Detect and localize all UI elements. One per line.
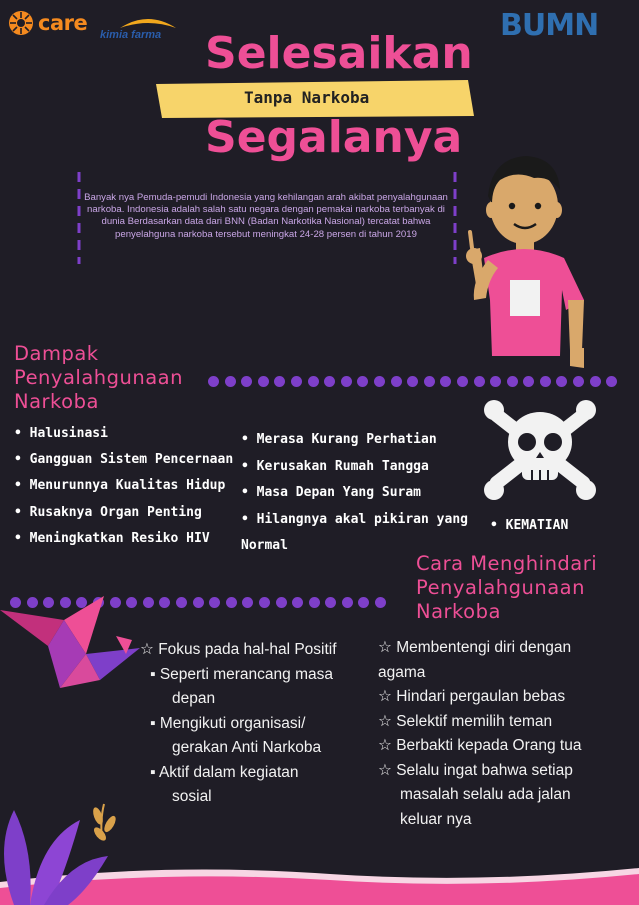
divider-dot [291, 376, 302, 387]
divider-dot [274, 376, 285, 387]
divider-dot [309, 597, 320, 608]
avoid-item-text: ☆ Selalu ingat bahwa setiap [378, 761, 573, 779]
divider-dot [193, 597, 204, 608]
avoid-sub-item-text: gerakan Anti Narkoba [172, 739, 322, 756]
avoid-item-text: masalah selalu ada jalan [400, 786, 571, 803]
impact-title-line: Narkoba [14, 390, 99, 413]
divider-dot [391, 376, 402, 387]
care-sun-icon [8, 10, 34, 36]
care-logo [8, 10, 87, 36]
impact-item: • Masa Depan Yang Suram [241, 485, 422, 500]
avoid-item [378, 636, 633, 685]
divider-dot [342, 597, 353, 608]
kimia-farma-logo [100, 14, 190, 42]
impact-section-title [14, 342, 183, 414]
title-line-1: Selesaikan [205, 28, 473, 79]
intro-paragraph: Banyak nya Pemuda-pemudi Indonesia yang kehilangan arah akibat penyalahgunaan narkoba. Indonesia adalah salah satu negara dengan pemakai narkoba terbanyak di dunia Berdasarkan data dari BNN (Badan Narkotika Nasional) tercatat bahwa penyelahguna narkoba tersebut meningkat 24-28 persen di tahun 2019 [84, 192, 448, 240]
divider-dot [242, 597, 253, 608]
title-banner-text: Tanpa Narkoba [244, 88, 370, 107]
divider-dot [523, 376, 534, 387]
avoid-item: ☆ Selektif memilih teman [378, 712, 553, 730]
avoid-section-title [416, 552, 597, 624]
avoid-sub-item: ▪ Seperti merancang masa depan [140, 663, 380, 712]
impact-item: • Meningkatkan Resiko HIV [14, 531, 210, 546]
divider-dot [225, 376, 236, 387]
divider-dot [490, 376, 501, 387]
impact-item: • Halusinasi [14, 426, 108, 441]
avoid-sub-item-text: Mengikuti organisasi/ [159, 714, 306, 732]
impact-item: • Gangguan Sistem Pencernaan [14, 452, 234, 467]
divider-dot [258, 376, 269, 387]
divider-dot [209, 597, 220, 608]
bumn-logo: BUMN [500, 8, 599, 43]
divider-dot [440, 376, 451, 387]
title-line-2: Segalanya [205, 112, 463, 163]
divider-dot [341, 376, 352, 387]
divider-dot [292, 597, 303, 608]
divider-dot [474, 376, 485, 387]
care-logo-text: care [38, 11, 88, 35]
avoid-item-text: agama [378, 663, 426, 681]
divider-dot [457, 376, 468, 387]
divider-dot [241, 376, 252, 387]
avoid-title-line: Penyalahgunaan [416, 576, 585, 599]
impact-item: • Hilangnya akal pikiran yang [241, 512, 468, 527]
impact-title-line: Dampak [14, 342, 99, 365]
impact-title-line: Penyalahgunaan [14, 366, 183, 389]
divider-dot [208, 376, 219, 387]
divider-dot [159, 597, 170, 608]
divider-dot [276, 597, 287, 608]
origami-crane-illustration [0, 596, 145, 696]
skull-label: • KEMATIAN [490, 518, 569, 533]
avoid-list-left [140, 638, 380, 810]
impact-item: Normal [241, 538, 288, 553]
skull-crossbones-icon [482, 396, 598, 506]
divider-dot [226, 597, 237, 608]
kimia-farma-logo-text: kimia farma [100, 29, 162, 41]
avoid-sub-item-text: Seperti merancang masa [159, 665, 333, 683]
divider-dot [556, 376, 567, 387]
avoid-item-text: ☆ Membentengi diri dengan [378, 639, 572, 656]
avoid-star-item: ☆ Fokus pada hal-hal Positif [140, 641, 337, 658]
divider-dot [357, 376, 368, 387]
avoid-item: ☆ Hindari pergaulan bebas [378, 688, 566, 705]
avoid-title-line: Cara Menghindari [416, 552, 598, 575]
divider-dot [424, 376, 435, 387]
divider-dot [308, 376, 319, 387]
avoid-sub-item-text: depan [172, 690, 216, 707]
divider-dot [407, 376, 418, 387]
boy-pointing-illustration [458, 150, 598, 378]
divider-dot [590, 376, 601, 387]
avoid-sub-item-text: Aktif dalam kegiatan [158, 763, 299, 781]
bottom-decoration [0, 790, 639, 905]
dotted-divider [208, 376, 617, 387]
divider-dot [259, 597, 270, 608]
divider-dot [358, 597, 369, 608]
divider-dot [573, 376, 584, 387]
divider-dot [176, 597, 187, 608]
divider-dot [507, 376, 518, 387]
divider-dot [374, 376, 385, 387]
impact-item: • Merasa Kurang Perhatian [241, 432, 437, 447]
avoid-sub-item-text: sosial [172, 788, 212, 805]
divider-dot [324, 376, 335, 387]
divider-dot [375, 597, 386, 608]
avoid-item: ☆ Berbakti kepada Orang tua [378, 737, 582, 754]
divider-dot [325, 597, 336, 608]
avoid-sub-item: ▪ Aktif dalam kegiatan sosial [140, 761, 380, 810]
impact-item: • Menurunnya Kualitas Hidup [14, 478, 226, 493]
avoid-sub-item: ▪ Mengikuti organisasi/ gerakan Anti Narkoba [140, 712, 380, 761]
divider-dot [540, 376, 551, 387]
divider-dot [606, 376, 617, 387]
avoid-title-line: Narkoba [416, 600, 501, 623]
kimia-farma-arc-icon [118, 14, 178, 30]
impact-item: • Kerusakan Rumah Tangga [241, 459, 429, 474]
impact-item: • Rusaknya Organ Penting [14, 505, 202, 520]
avoid-item-text: keluar nya [400, 810, 472, 828]
